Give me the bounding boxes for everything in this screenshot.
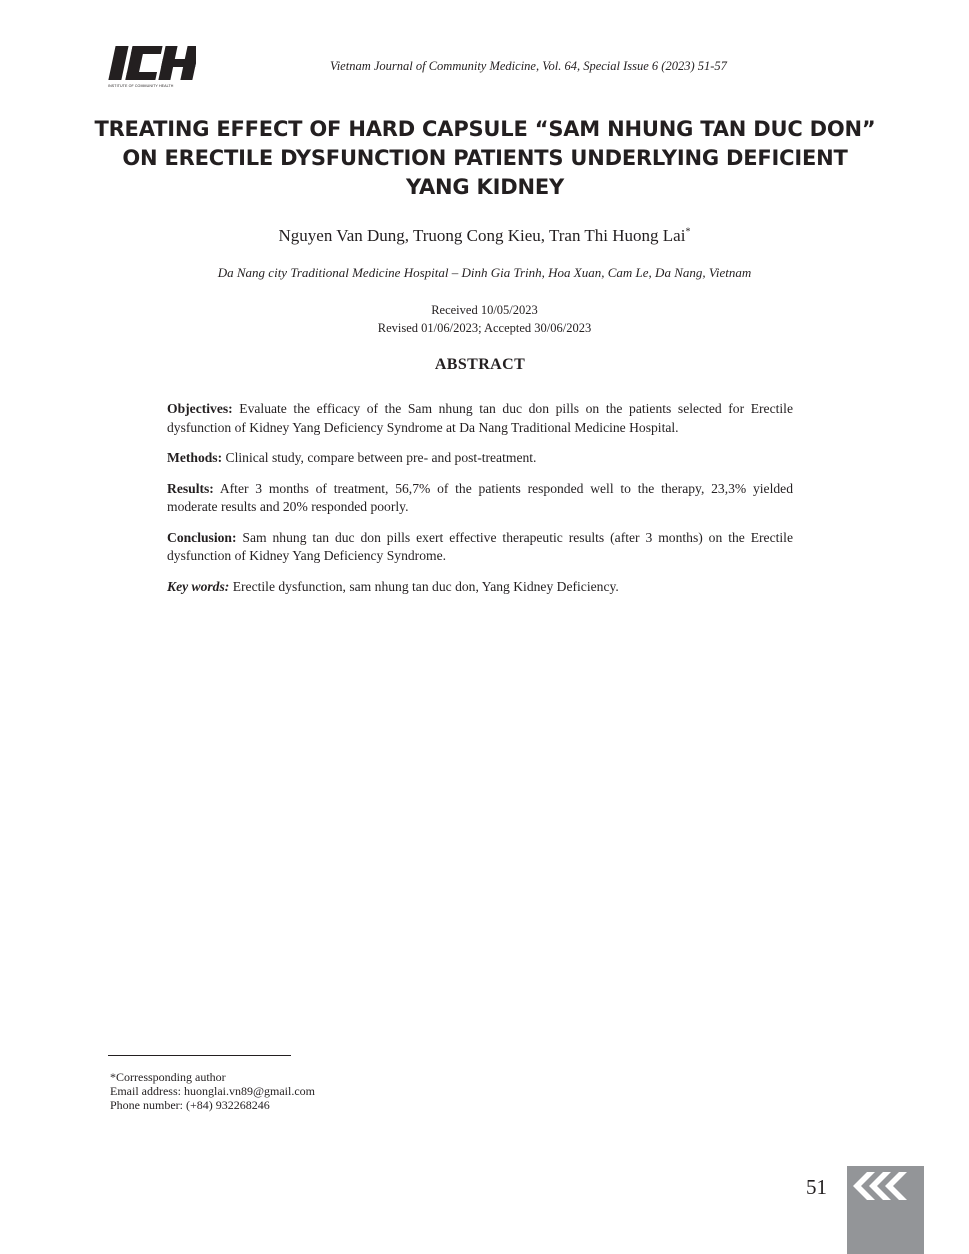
page-number: 51 [806,1175,827,1199]
logo-subtext: INSTITUTE OF COMMUNITY HEALTH [108,84,174,88]
footnote [110,1070,315,1112]
email-address: Email address: huonglai.vn89@gmail.com [110,1084,316,1098]
abstract-objectives [167,400,793,437]
running-head: Vietnam Journal of Community Medicine, Vol. 64, Special Issue 6 (2023) 51-57 [330,59,727,73]
methods-text: Clinical study, compare between pre- and post-treatment. [222,450,537,465]
journal-logo [108,44,196,92]
phone-number: Phone number: (+84) 932268246 [110,1098,270,1112]
results-label: Results: [167,480,214,496]
corresponding-author-note: *Corressponding author [110,1070,226,1084]
objectives-label: Objectives: [167,401,233,416]
title-line: TREATING EFFECT OF HARD CAPSULE “SAM NHUNG TAN DUC DON” [94,117,876,141]
abstract-body [167,400,793,608]
ich-logo-mark [108,44,196,84]
abstract-results [167,480,793,517]
abstract-heading: ABSTRACT [434,356,526,373]
article-dates [0,301,969,337]
corresponding-mark: * [685,226,691,238]
author-list [0,226,969,246]
affiliation: Da Nang city Traditional Medicine Hospital – Dinh Gia Trinh, Hoa Xuan, Cam Le, Da Nang, Vietnam [217,265,752,280]
keywords-text: Erectile dysfunction, sam nhung tan duc don, Yang Kidney Deficiency. [229,578,619,594]
page-edge-tab [847,1166,924,1254]
abstract-keywords [167,578,793,597]
received-date: Received 10/05/2023 [431,303,538,317]
conclusion-text: Sam nhung tan duc don pills exert effective therapeutic results (after 3 months) on the Erectile dysfunction of Kidney Yang Deficiency Syndrome. [167,529,793,563]
author-names: Nguyen Van Dung, Truong Cong Kieu, Tran Thi Huong Lai [278,226,686,245]
title-line: YANG KIDNEY [405,175,565,199]
conclusion-label: Conclusion: [167,529,237,545]
abstract-methods [167,449,793,468]
footnote-divider [108,1055,291,1056]
objectives-text: Evaluate the efficacy of the Sam nhung tan duc don pills on the patients selected for Erectile dysfunction of Kidney Yang Deficiency Syndrome at Da Nang Traditional Medicine Hospital. [167,401,793,435]
keywords-label: Key words: [167,578,230,594]
article-title [60,115,910,202]
methods-label: Methods: [167,450,223,465]
results-text: After 3 months of treatment, 56,7% of the patients responded well to the therapy, 23,3% yielded moderate results and 20% responded poorly. [167,480,793,514]
abstract-conclusion [167,529,793,566]
title-line: ON ERECTILE DYSFUNCTION PATIENTS UNDERLYING DEFICIENT [122,146,848,170]
double-chevron-left-icon [847,1166,924,1254]
revised-accepted-date: Revised 01/06/2023; Accepted 30/06/2023 [377,321,592,335]
